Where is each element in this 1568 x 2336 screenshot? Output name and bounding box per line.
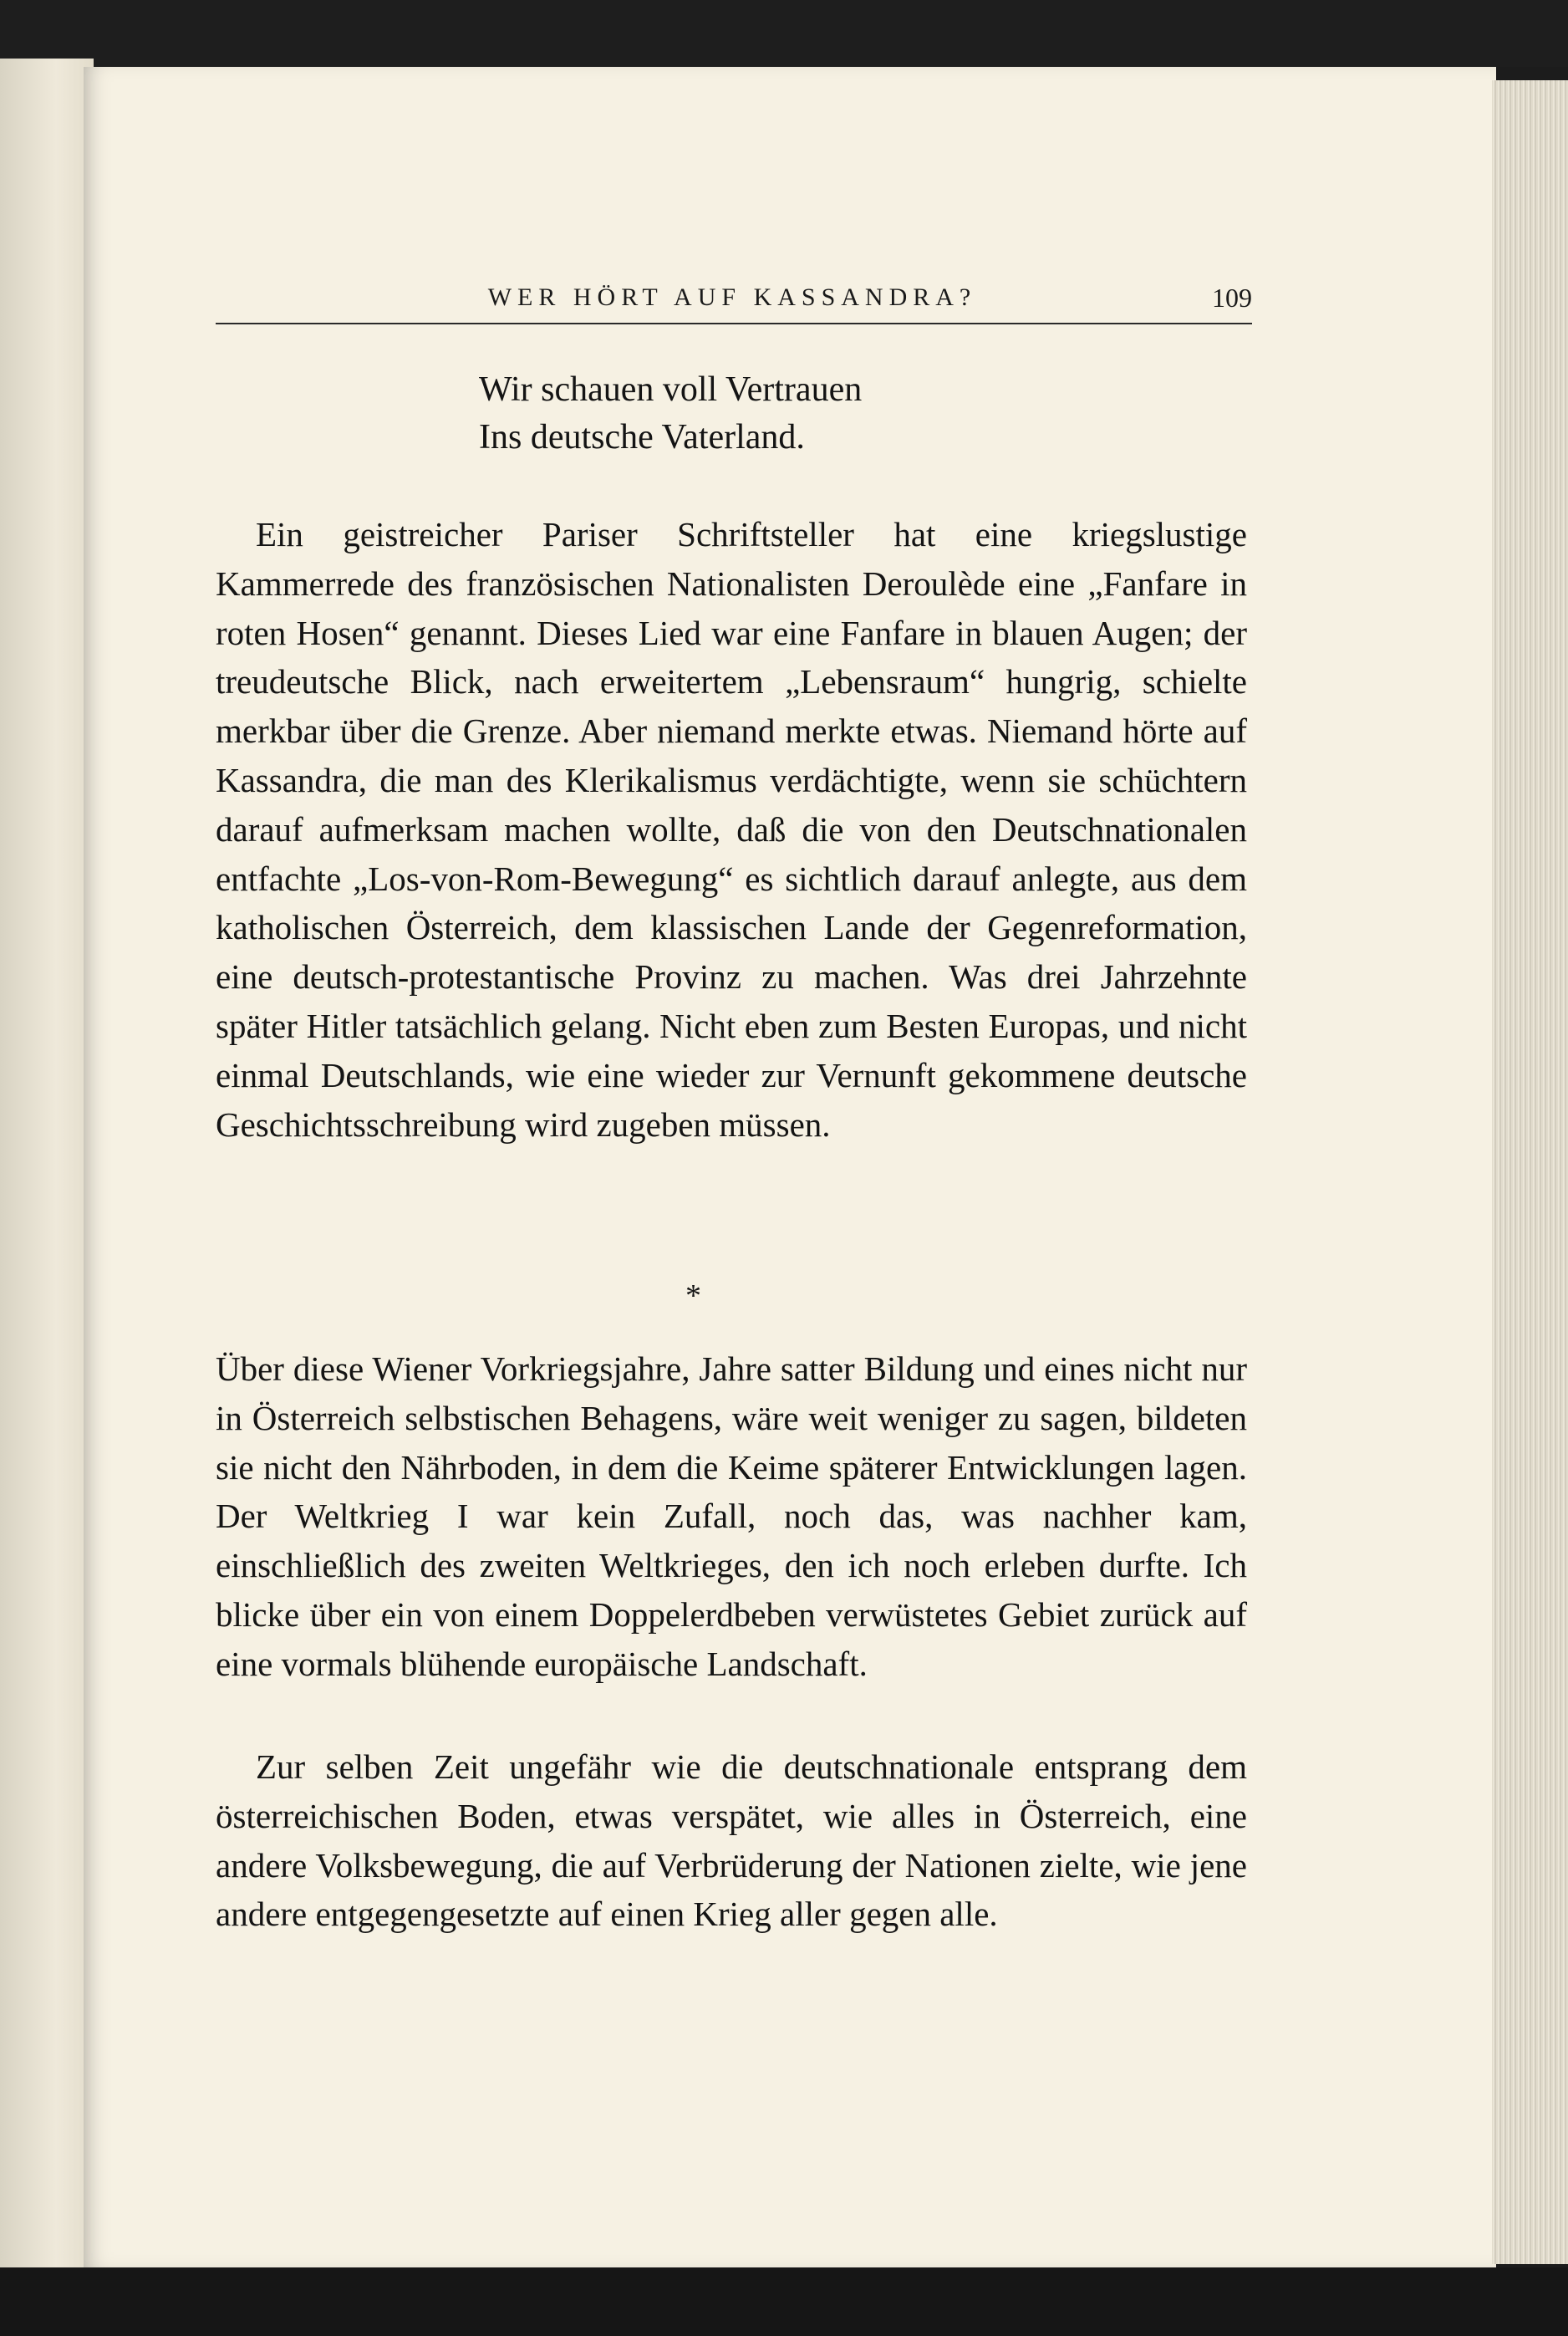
paragraph-1: Ein geistreicher Pariser Schriftsteller hat eine kriegslustige Kammerrede des französischen Nationalisten Deroulède eine „Fanfare in roten Hosen“ genannt. Dieses Lied war eine Fanfare in blauen Augen; der treudeutsche Blick, nach erweitertem „Lebensraum“ hungrig, schielte merkbar über die Grenze. Aber niemand merkte etwas. Niemand hörte auf Kassandra, die man des Klerikalismus verdächtigte, wenn sie schüchtern darauf aufmerksam machen wollte, daß die von den Deutschnationalen entfachte „Los-von-Rom-Bewegung“ es sichtlich darauf anlegte, aus dem katholischen Österreich, dem klassischen Lande der Gegenreformation, eine deutsch-protestantische Provinz zu machen. Was drei Jahrzehnte später Hitler tatsächlich gelang. Nicht eben zum Besten Europas, und nicht einmal Deutschlands, wie eine wieder zur Vernunft gekommene deutsche Geschichtsschreibung wird zugeben müssen. — [216, 515, 1247, 1144]
page-block-edges — [1492, 80, 1568, 2264]
page-number: 109 — [1212, 283, 1252, 313]
facing-page-edge — [0, 59, 94, 2270]
verse-line-1: Wir schauen voll Vertrauen — [479, 370, 863, 409]
running-title: WER HÖRT AUF KASSANDRA? — [487, 283, 977, 311]
verse-quote — [479, 366, 862, 462]
running-header — [216, 281, 1252, 324]
verse-line-2: Ins deutsche Vaterland. — [479, 418, 805, 456]
paragraph-2: Über diese Wiener Vorkriegsjahre, Jahre satter Bildung und eines nicht nur in Österreich selbstischen Behagens, wäre weit weniger zu sagen, bildeten sie nicht den Nährboden, in dem die Keime späterer Entwicklungen lagen. Der Weltkrieg I war kein Zufall, noch das, was nachher kam, einschließlich des zweiten Weltkrieges, den ich noch erleben durfte. Ich blicke über ein von einem Doppelerdbeben verwüstetes Gebiet zurück auf eine vormals blühende europäische Landschaft. — [216, 1349, 1247, 1683]
background-bottom — [0, 2267, 1568, 2336]
paragraph-3: Zur selben Zeit ungefähr wie die deutschnationale entsprang dem österreichischen Boden, etwas verspätet, wie alles in Österreich, eine andere Volksbewegung, die auf Verbrüderung der Nationen zielte, wie jene andere entgegengesetzte auf einen Krieg aller gegen alle. — [216, 1747, 1247, 1934]
section-separator: * — [685, 1278, 701, 1313]
background-top — [0, 0, 1568, 67]
